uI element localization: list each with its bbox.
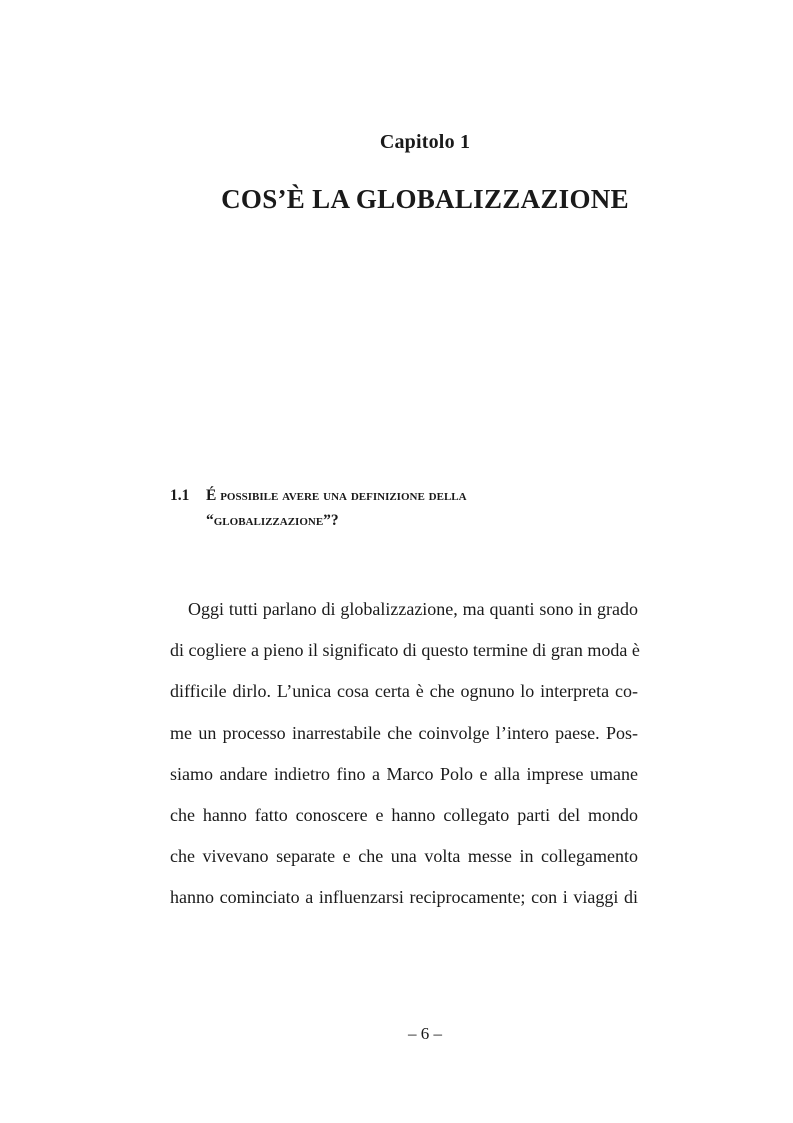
section-title — [206, 483, 626, 533]
section-number: 1.1 — [170, 487, 190, 504]
chapter-title: COS’È LA GLOBALIZZAZIONE — [221, 184, 629, 214]
body-line: difficile dirlo. L’unica cosa certa è che ognuno lo interpreta co- — [170, 681, 638, 702]
section-title-line-1: É possibile avere una definizione della — [206, 487, 467, 504]
body-paragraph — [170, 589, 638, 919]
body-line: siamo andare indietro fino a Marco Polo e alla imprese umane — [170, 763, 638, 784]
chapter-label: Capitolo 1 — [379, 131, 471, 153]
body-line: Oggi tutti parlano di globalizzazione, ma quanti sono in grado — [188, 599, 638, 619]
body-line: me un processo inarrestabile che coinvolge l’intero paese. Pos- — [170, 722, 638, 743]
body-line: che hanno fatto conoscere e hanno collegato parti del mondo — [170, 804, 638, 825]
page-number: – 6 – — [408, 1024, 442, 1043]
body-line: che vivevano separate e che una volta messe in collegamento — [170, 846, 638, 867]
body-line: di cogliere a pieno il significato di questo termine di gran moda è — [170, 640, 640, 661]
section-title-line-2: “globalizzazione”? — [206, 512, 339, 529]
body-line: hanno cominciato a influenzarsi reciprocamente; con i viaggi di — [170, 887, 638, 908]
